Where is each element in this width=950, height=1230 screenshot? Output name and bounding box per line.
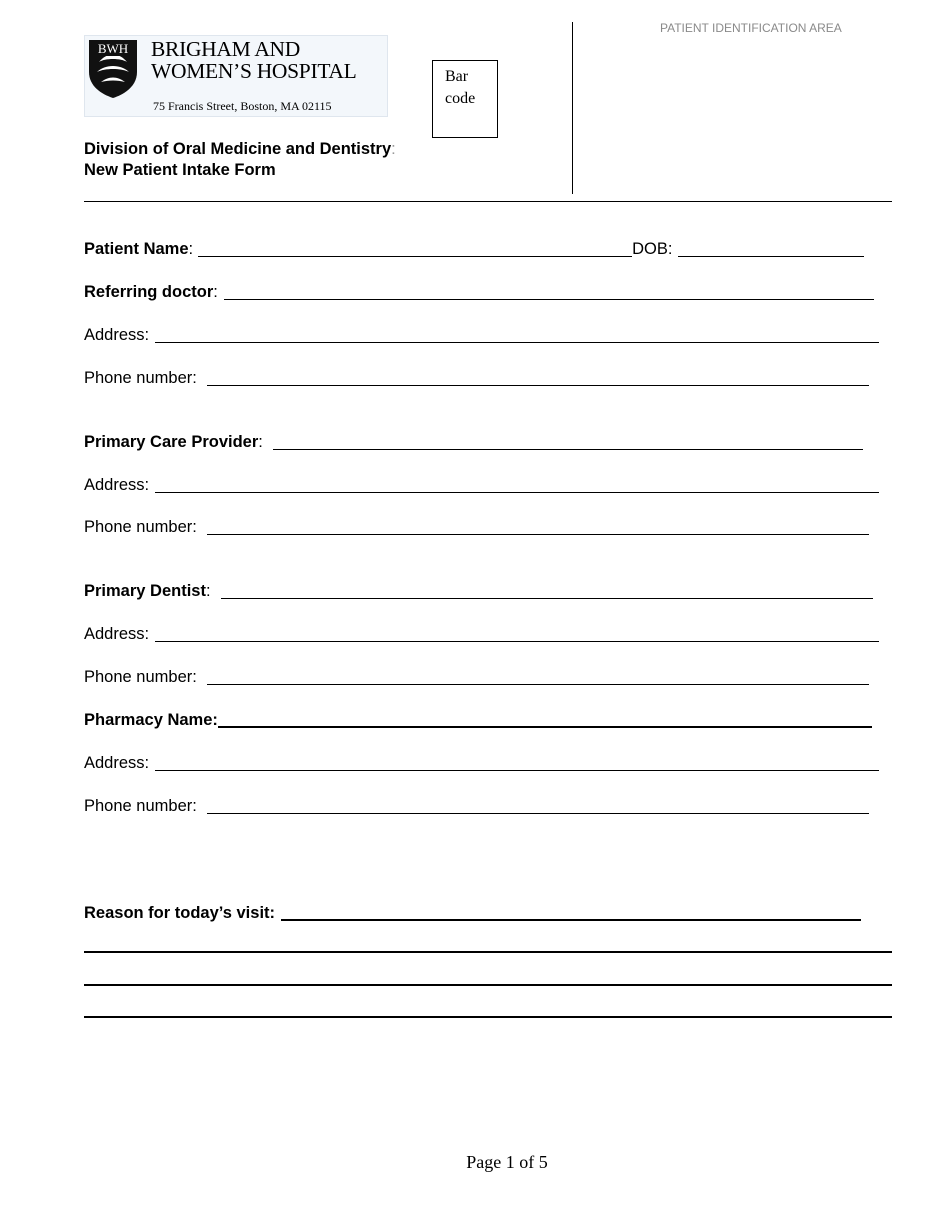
referring-doctor-label: Referring doctor: [84, 283, 214, 301]
pharmacy-row: [84, 708, 872, 730]
referring-phone-row: [84, 366, 869, 388]
phone-label: Phone number:: [84, 668, 197, 686]
address-label: Address:: [84, 754, 150, 772]
phone-label: Phone number:: [84, 797, 197, 815]
bwh-shield-icon: [87, 38, 139, 100]
patient-name-row: [84, 237, 864, 259]
form-title: New Patient Intake Form: [84, 161, 276, 179]
dob-field[interactable]: [678, 256, 864, 257]
referring-address-field[interactable]: [155, 342, 879, 343]
form-heading: [84, 139, 396, 181]
pharmacy-phone-row: [84, 794, 869, 816]
reason-field[interactable]: [281, 919, 861, 921]
address-label: Address:: [84, 476, 150, 494]
pcp-label: Primary Care Provider: [84, 433, 259, 451]
dentist-row: [84, 579, 873, 601]
dentist-address-row: [84, 622, 879, 644]
barcode-label-line2: code: [445, 90, 476, 107]
colon: :: [205, 582, 211, 600]
dentist-phone-field[interactable]: [207, 684, 869, 685]
patient-identification-area: PATIENT IDENTIFICATION AREA: [660, 21, 842, 35]
hospital-name-line1: BRIGHAM AND: [151, 37, 301, 61]
patient-name-field[interactable]: [198, 256, 632, 257]
colon: :: [258, 433, 263, 451]
dentist-field[interactable]: [221, 598, 873, 599]
header-divider: [572, 22, 573, 194]
division-colon: :: [391, 140, 396, 158]
colon: :: [213, 283, 218, 301]
phone-label: Phone number:: [84, 518, 197, 536]
division-title: Division of Oral Medicine and Dentistry: [84, 140, 392, 158]
pharmacy-address-field[interactable]: [155, 770, 879, 771]
reason-row: [84, 901, 861, 923]
reason-line-3[interactable]: [84, 984, 892, 986]
pcp-address-row: [84, 473, 879, 495]
pharmacy-label: Pharmacy Name:: [84, 711, 218, 729]
reason-label: Reason for today’s visit:: [84, 904, 276, 922]
reason-line-2[interactable]: [84, 951, 892, 953]
referring-doctor-field[interactable]: [224, 299, 874, 300]
barcode-box: [432, 60, 498, 138]
pcp-phone-row: [84, 515, 869, 537]
pharmacy-field[interactable]: [218, 726, 872, 728]
address-label: Address:: [84, 326, 150, 344]
colon: :: [188, 240, 194, 258]
phone-label: Phone number:: [84, 369, 197, 387]
patient-name-label: Patient Name: [84, 240, 189, 258]
dob-label: DOB:: [632, 240, 673, 258]
referring-phone-field[interactable]: [207, 385, 869, 386]
pcp-phone-field[interactable]: [207, 534, 869, 535]
pharmacy-phone-field[interactable]: [207, 813, 869, 814]
page-number: Page 1 of 5: [466, 1152, 548, 1172]
dentist-label: Primary Dentist: [84, 582, 206, 600]
hospital-address: 75 Francis Street, Boston, MA 02115: [153, 99, 332, 113]
dentist-phone-row: [84, 665, 869, 687]
dentist-address-field[interactable]: [155, 641, 879, 642]
barcode-label-line1: Bar: [445, 68, 469, 85]
hospital-name-line2: WOMEN’S HOSPITAL: [151, 59, 357, 83]
pcp-row: [84, 430, 863, 452]
pharmacy-address-row: [84, 751, 879, 773]
pcp-address-field[interactable]: [155, 492, 879, 493]
reason-line-4[interactable]: [84, 1016, 892, 1018]
hospital-logo: [84, 35, 388, 117]
address-label: Address:: [84, 625, 150, 643]
hospital-name: [151, 38, 357, 82]
referring-address-row: [84, 323, 879, 345]
referring-doctor-row: [84, 280, 874, 302]
header-rule: [84, 201, 892, 202]
pcp-field[interactable]: [273, 449, 863, 450]
logo-mark: BWH: [97, 41, 129, 56]
